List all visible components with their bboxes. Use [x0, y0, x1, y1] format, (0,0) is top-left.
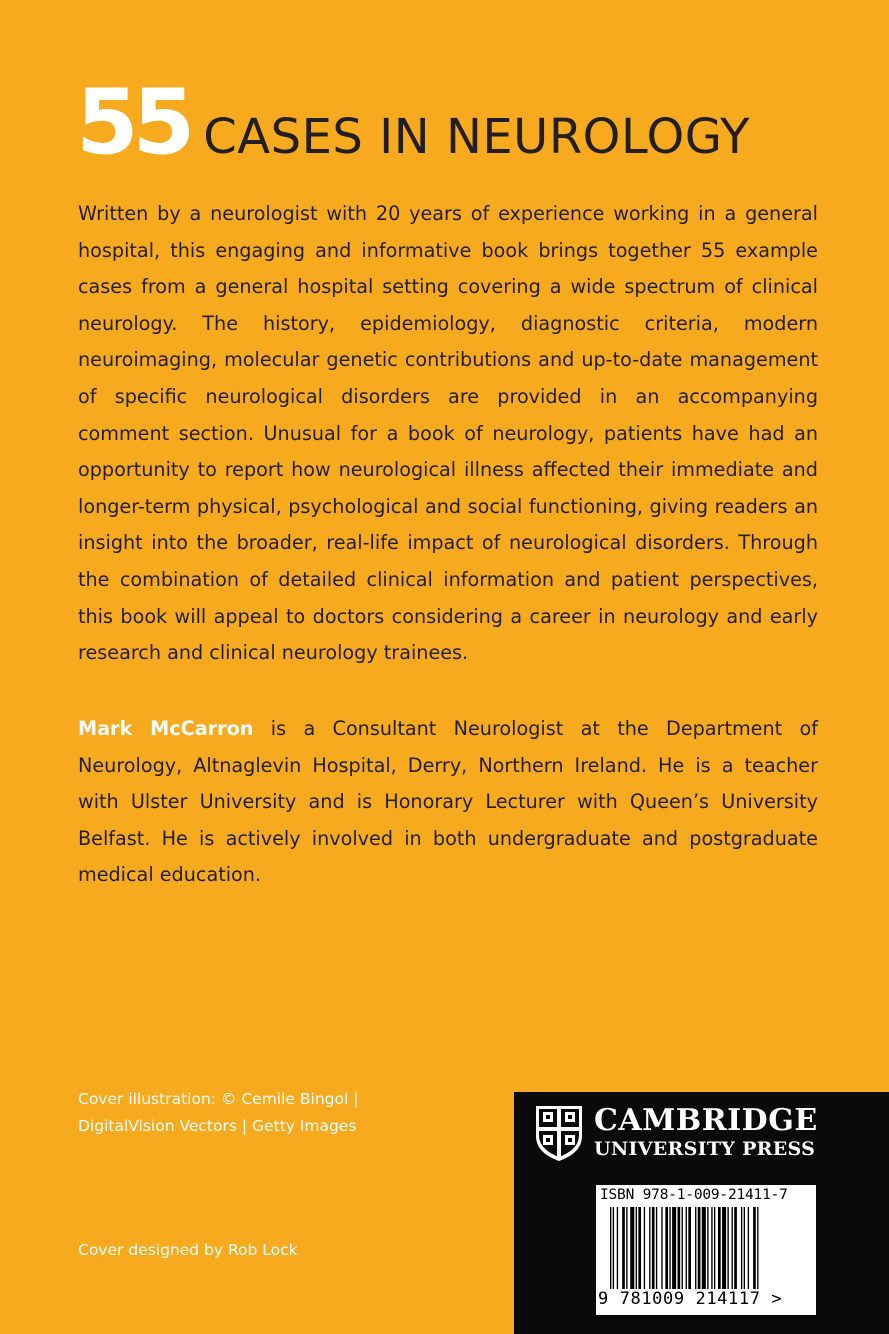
- author-bio-text: is a Consultant Neurologist at the Department of Neurology, Altnaglevin Hospital, Derry, Northern Ireland. He is a teacher with Ulster University and is Honorary Lecturer with Queen’s University Belfast. He is actively involved in both undergraduate and postgraduate medical education.: [78, 717, 818, 887]
- cover-illustration-credit: Cover illustration: © Cemile Bingol | DigitalVision Vectors | Getty Images: [78, 1090, 359, 1135]
- author-name: Mark McCarron: [78, 717, 254, 740]
- publisher-name-line2: UNIVERSITY PRESS: [594, 1138, 816, 1160]
- book-description: Written by a neurologist with 20 years of experience working in a general hospital, this engaging and informative book brings together 55 example cases from a general hospital setting covering a wide spectrum of clinical neurology. The history, epidemiology, diagnostic criteria, modern neuroimaging, molecular genetic contributions and up-to-date management of specific neurological disorders are provided in an accompanying comment section. Unusual for a book of neurology, patients have had an opportunity to report how neurological illness affected their immediate and longer-term physical, psychological and social functioning, giving readers an insight into the broader, real-life impact of neurological disorders. Through the combination of detailed clinical information and patient perspectives, this book will appeal to doctors considering a career in neurology and early research and clinical neurology trainees.: [78, 202, 818, 665]
- cambridge-crest-icon: [534, 1104, 584, 1162]
- cover-design-credit: Cover designed by Rob Lock: [78, 1241, 298, 1259]
- isbn-label: ISBN 978-1-009-21411-7: [600, 1187, 788, 1203]
- book-title: [76, 70, 750, 175]
- author-bio: [78, 711, 818, 894]
- publisher-name-line1: CAMBRIDGE: [594, 1103, 818, 1138]
- title-text: CASES IN NEUROLOGY: [203, 109, 750, 165]
- title-number: 55: [76, 70, 190, 175]
- publisher-name: [594, 1105, 818, 1161]
- isbn-barcode: [596, 1185, 816, 1315]
- publisher-box: [514, 1092, 889, 1334]
- barcode-digits: 9 781009 214117 >: [598, 1289, 783, 1309]
- publisher-logo: [534, 1104, 818, 1162]
- barcode-icon: [610, 1207, 806, 1289]
